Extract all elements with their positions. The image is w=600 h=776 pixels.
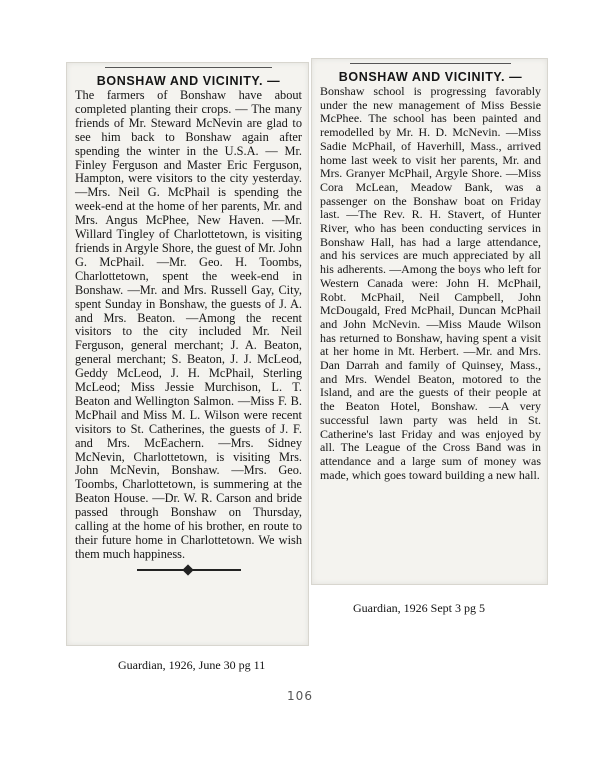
page-number: 106	[287, 689, 313, 703]
newspaper-clipping-june	[66, 62, 309, 646]
clipping-caption-september: Guardian, 1926 Sept 3 pg 5	[353, 601, 485, 615]
clipping-top-rule	[350, 63, 511, 64]
clipping-headline: BONSHAW AND VICINITY. —	[96, 74, 281, 88]
clipping-caption-june: Guardian, 1926, June 30 pg 11	[118, 658, 266, 672]
clipping-body-text: The farmers of Bonshaw have about completed planting their crops. — The many friends of Mr. Steward McNevin are glad to see him back to Bonshaw again after spending the winter in the U.S.A. — Mr. Finley Ferguson and Master Eric Ferguson, Hampton, were visitors to the city yesterday. —Mrs. Neil G. McPhail is spending the week-end at the home of her parents, Mr. and Mrs. Angus McPhee, New Haven. —Mr. Willard Tingley of Charlottetown, is visiting friends in Argyle Shore, the guest of Mr. John G. McPhail. —Mr. Geo. H. Toombs, Charlottetown, spent the week-end in Bonshaw. —Mr. and Mrs. Russell Gay, City, spent Sunday in Bonshaw, the guests of J. A. and Mrs. Beaton. —Among the recent visitors to the city included Mr. Neil Ferguson, general merchant; J. A. Beaton, general merchant; S. Beaton, J. J. McLeod, Geddy McLeod, J. H. McPhail, Sterling McLeod; Miss Jessie Murchison, L. T. Beaton and Wellington Salmon. —Miss F. B. McPhail and Miss M. L. Wilson were recent visitors to St. Catherines, the guests of J. F. and Mrs. McEachern. —Mrs. Sidney McNevin, Charlottetown, is visiting Mrs. John McNevin, Bonshaw. —Mrs. Geo. Toombs, Charlottetown, is summering at the Beaton House. —Dr. W. R. Carson and bride passed through Bonshaw on Thursday, calling at the home of his brother, en route to their future home in Charlottetown. We wish them much happiness.	[75, 88, 302, 561]
clipping-top-rule	[105, 67, 272, 68]
clipping-headline: BONSHAW AND VICINITY. —	[338, 70, 523, 84]
clipping-body-text: Bonshaw school is progressing favorably under the new management of Miss Bessie McPhee. The school has been painted and remodelled by Mr. H. D. McNevin. —Miss Sadie McPhail, of Haverhill, Mass., arrived home last week to visit her parents, Mr. and Mrs. Granyer McPhail, Argyle Shore. —Miss Cora McLean, Meadow Bank, was a passenger on the Bonshaw boat on Friday last. —The Rev. R. H. Stavert, of Hunter River, who has been conducting services in Bonshaw Hall, has had a large attendance, and his services are much appreciated by all his adherents. —Among the boys who left for Western Canada were: John H. McPhail, Robt. McPhail, Neil Campbell, John McDougald, Fred McPhail, Duncan McPhail and John McNevin. —Miss Maude Wilson has returned to Bonshaw, having spent a visit at her home in Mt. Herbert. —Mr. and Mrs. Dan Darrah and family of Quinsey, Mass., and Mrs. Wendel Beaton, motored to the Island, and are the guests of their people at the Beaton Hotel, Bonshaw. —A very successful lawn party was held in St. Catherine's last Friday and was enjoyed by all. The League of the Cross Band was in attendance and a large sum of money was made, which goes toward building a new hall.	[320, 84, 541, 482]
newspaper-clipping-september	[311, 58, 548, 585]
end-ornament-icon	[137, 566, 241, 574]
